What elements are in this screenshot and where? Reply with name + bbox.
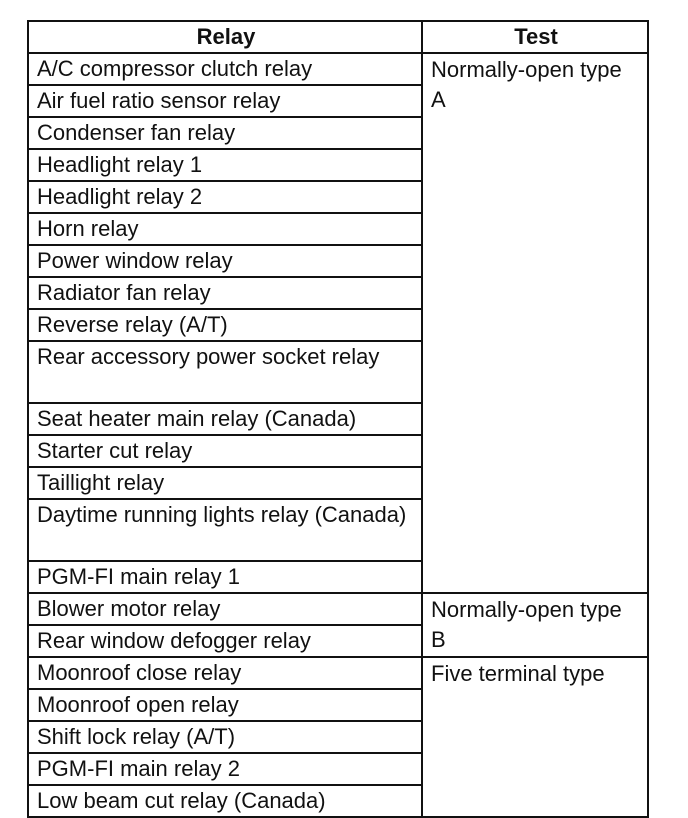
relay-name: PGM-FI main relay 2 xyxy=(28,753,422,785)
relay-name: Horn relay xyxy=(28,213,422,245)
relay-name: Low beam cut relay (Canada) xyxy=(28,785,422,817)
test-type: Normally-open type B xyxy=(422,593,648,657)
relay-test-table xyxy=(27,20,649,818)
relay-name: A/C compressor clutch relay xyxy=(28,53,422,85)
relay-name: Air fuel ratio sensor relay xyxy=(28,85,422,117)
header-row xyxy=(28,21,648,53)
table-row xyxy=(28,593,648,625)
table-row xyxy=(28,657,648,689)
relay-name: Rear accessory power socket relay xyxy=(28,341,422,403)
relay-name: Moonroof close relay xyxy=(28,657,422,689)
relay-column-header: Relay xyxy=(28,21,422,53)
relay-name: Headlight relay 1 xyxy=(28,149,422,181)
relay-name: Moonroof open relay xyxy=(28,689,422,721)
relay-name: Headlight relay 2 xyxy=(28,181,422,213)
relay-name: Taillight relay xyxy=(28,467,422,499)
test-column-header: Test xyxy=(422,21,648,53)
table-row xyxy=(28,53,648,85)
relay-name: Seat heater main relay (Canada) xyxy=(28,403,422,435)
relay-name: Radiator fan relay xyxy=(28,277,422,309)
relay-name: Rear window defogger relay xyxy=(28,625,422,657)
relay-name: Blower motor relay xyxy=(28,593,422,625)
relay-name: Condenser fan relay xyxy=(28,117,422,149)
test-type: Five terminal type xyxy=(422,657,648,817)
relay-name: Power window relay xyxy=(28,245,422,277)
test-type: Normally-open type A xyxy=(422,53,648,593)
relay-name: Daytime running lights relay (Canada) xyxy=(28,499,422,561)
relay-name: Reverse relay (A/T) xyxy=(28,309,422,341)
relay-name: Shift lock relay (A/T) xyxy=(28,721,422,753)
relay-name: Starter cut relay xyxy=(28,435,422,467)
relay-name: PGM-FI main relay 1 xyxy=(28,561,422,593)
